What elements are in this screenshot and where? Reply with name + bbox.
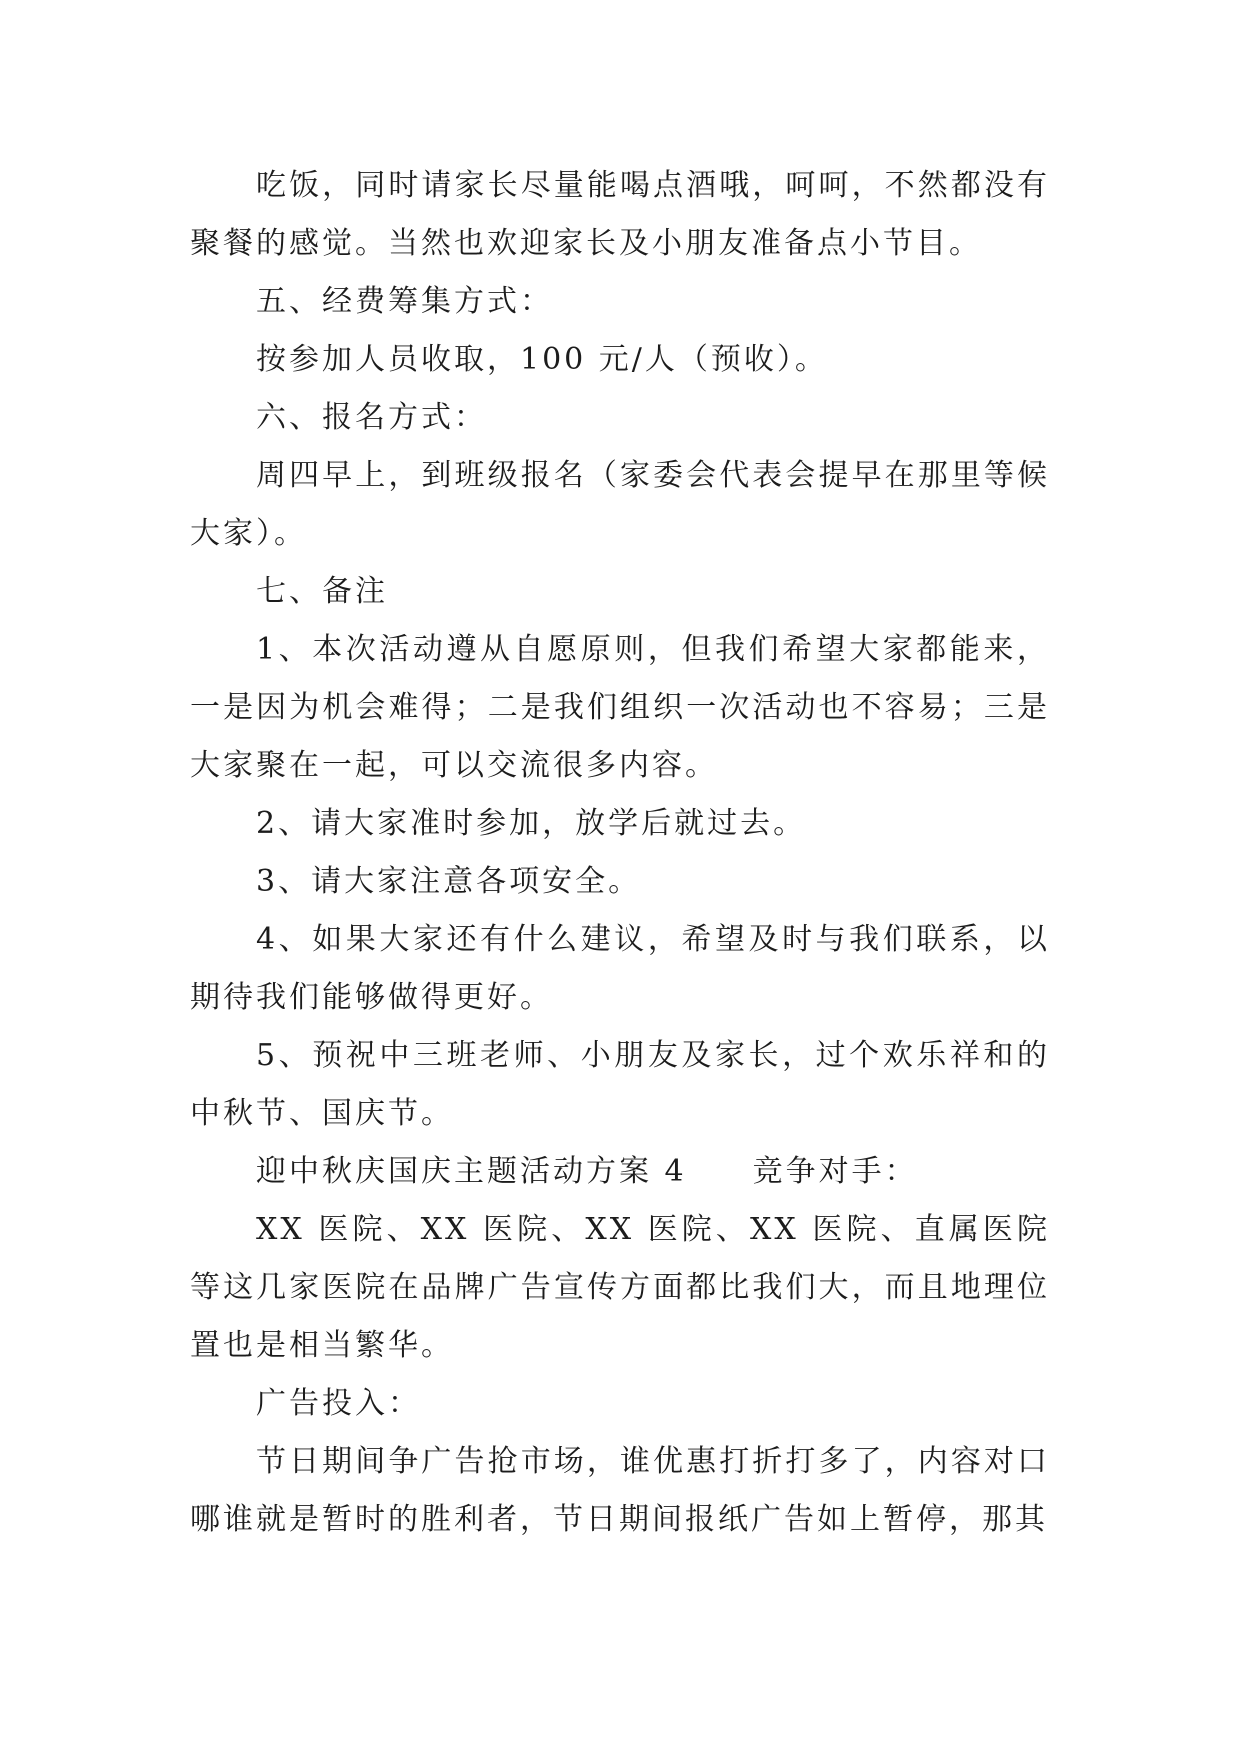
note-item-3: 3、请大家注意各项安全。 xyxy=(256,864,642,899)
heading-notes: 七、备注 xyxy=(256,574,388,609)
paragraph-dinner: 吃饭，同时请家长尽量能喝点酒哦，呵呵，不然都没有聚餐的感觉。当然也欢迎家长及小朋友准备点小节目。 xyxy=(190,168,1050,261)
section-title-plan-4: 迎中秋庆国庆主题活动方案 4 竞争对手： xyxy=(256,1154,918,1189)
paragraph-registration: 周四早上，到班级报名（家委会代表会提早在那里等候大家）。 xyxy=(190,458,1050,551)
paragraph-fee: 按参加人员收取，100 元/人（预收）。 xyxy=(256,342,828,377)
paragraph-competitors: XX 医院、XX 医院、XX 医院、XX 医院、直属医院等这几家医院在品牌广告宣传方面都比我们大，而且地理位置也是相当繁华。 xyxy=(190,1212,1050,1363)
heading-funding: 五、经费筹集方式： xyxy=(256,284,553,319)
heading-registration: 六、报名方式： xyxy=(256,400,487,435)
document-body xyxy=(190,157,1050,1549)
note-item-5: 5、预祝中三班老师、小朋友及家长，过个欢乐祥和的中秋节、国庆节。 xyxy=(190,1038,1050,1131)
note-item-2: 2、请大家准时参加，放学后就过去。 xyxy=(256,806,807,841)
paragraph-ad-strategy: 节日期间争广告抢市场，谁优惠打折打多了，内容对口哪谁就是暂时的胜利者，节日期间报纸广告如上暂停，那其 xyxy=(190,1444,1050,1537)
heading-ad-investment: 广告投入： xyxy=(256,1386,421,1421)
note-item-1: 1、本次活动遵从自愿原则，但我们希望大家都能来，一是因为机会难得；二是我们组织一次活动也不容易；三是大家聚在一起，可以交流很多内容。 xyxy=(190,632,1050,783)
note-item-4: 4、如果大家还有什么建议，希望及时与我们联系，以期待我们能够做得更好。 xyxy=(190,922,1050,1015)
